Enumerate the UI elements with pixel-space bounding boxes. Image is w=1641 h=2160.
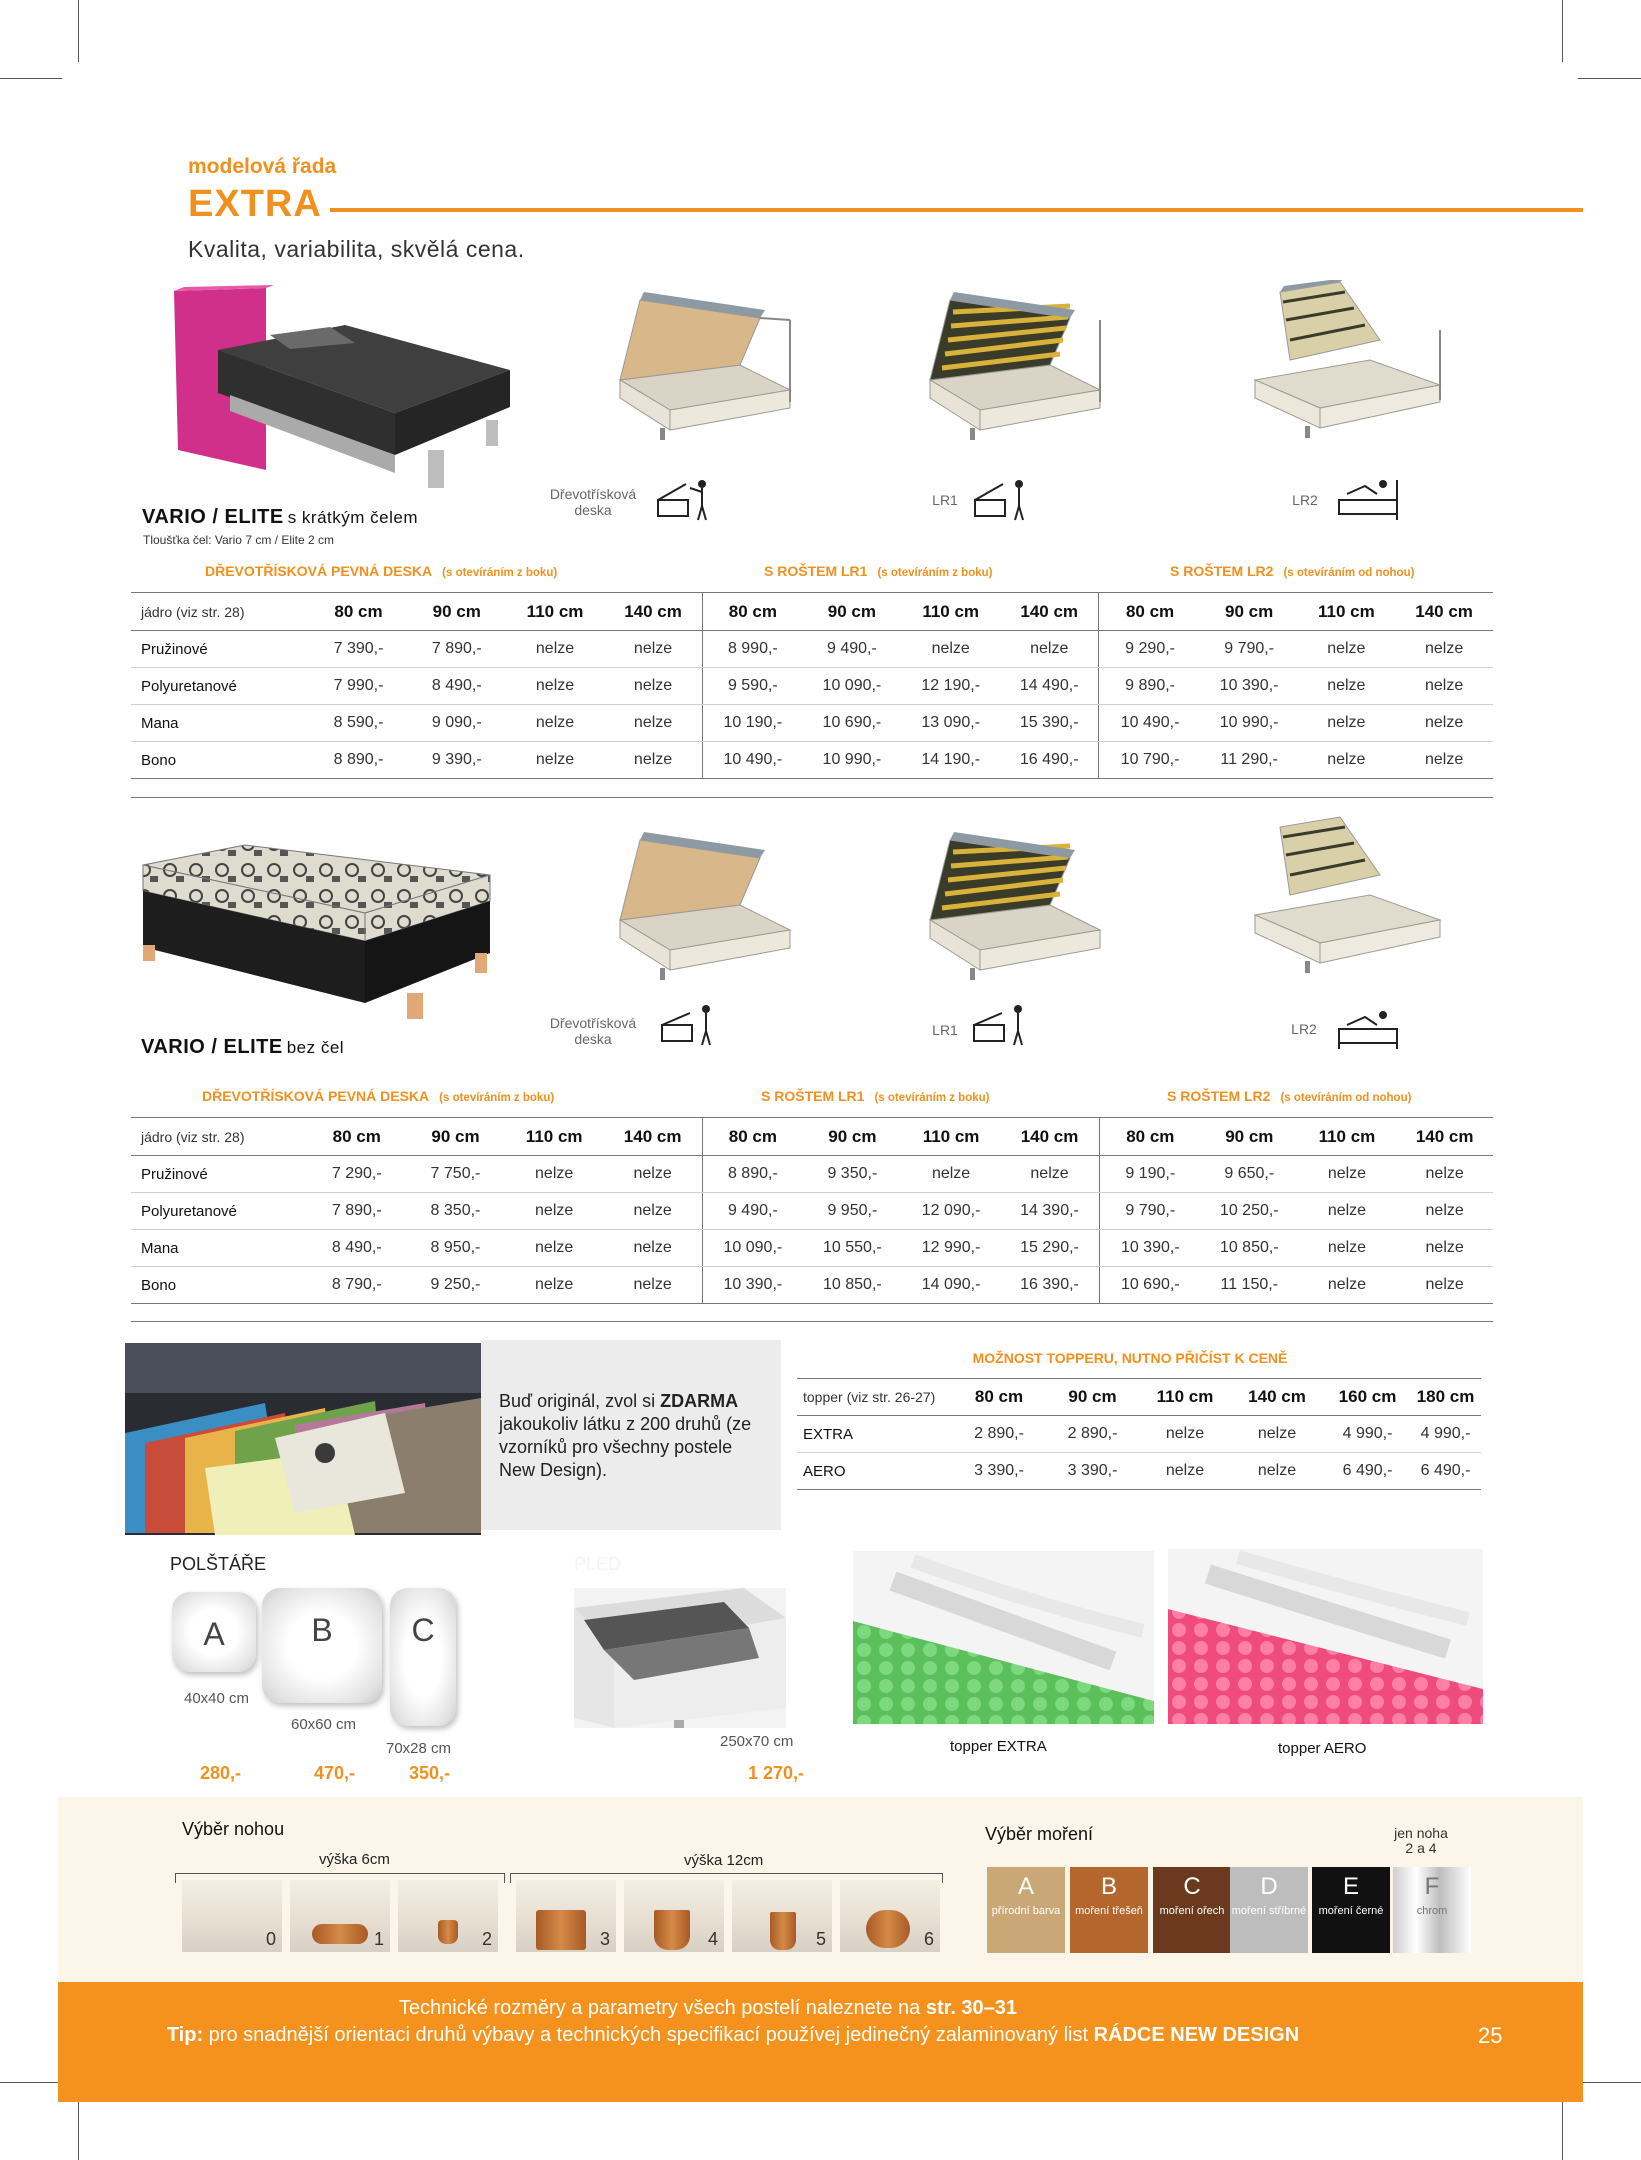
bed-lift-lr2-icon	[1250, 815, 1450, 985]
crop-mark	[78, 0, 79, 62]
topper-aero-photo	[1168, 1549, 1483, 1724]
foot-option-4[interactable]: 4	[624, 1880, 724, 1952]
crop-mark	[1578, 2082, 1641, 2083]
lift-side-pictogram	[656, 478, 712, 522]
label-lr2: LR2	[1291, 1021, 1317, 1037]
foot-option-2[interactable]: 2	[398, 1880, 498, 1952]
foot-option-1[interactable]: 1	[290, 1880, 390, 1952]
table-row: AERO 3 390,- 3 390,- nelze nelze 6 490,- 6 490,-	[797, 1453, 1481, 1490]
pillow-b-image: B	[262, 1588, 382, 1703]
foot-option-3[interactable]: 3	[516, 1880, 616, 1952]
crop-mark	[0, 2082, 62, 2083]
feet-group1-label: výška 6cm	[319, 1851, 390, 1868]
foot-option-5[interactable]: 5	[732, 1880, 832, 1952]
table-row: Mana 8 490,- 8 950,- nelze nelze 10 090,- 10 550,- 12 990,- 15 290,- 10 390,- 10 850,- nelze nelze	[131, 1230, 1493, 1267]
pillow-a-image: A	[172, 1592, 256, 1672]
foot-option-0[interactable]: 0	[182, 1880, 282, 1952]
table-row: Pružinové 7 390,- 7 890,- nelze nelze 8 990,- 9 490,- nelze nelze 9 290,- 9 790,- nelze nelze	[131, 631, 1493, 668]
lift-side-pictogram	[973, 478, 1029, 522]
stain-swatch-b[interactable]: B moření třešeň	[1070, 1867, 1148, 1953]
pillow-a-price: 280,-	[200, 1763, 242, 1783]
divider	[131, 1321, 1493, 1322]
footer-line-1: Technické rozměry a parametry všech postelí naleznete na str. 30–31	[398, 1997, 1018, 2019]
pled-title: PLED	[574, 1554, 622, 1574]
pillow-b-size: 60x60 cm	[291, 1716, 357, 1733]
table-row: Bono 8 890,- 9 390,- nelze nelze 10 490,- 10 990,- 14 190,- 16 490,- 10 790,- 11 290,- nelze nelze	[131, 742, 1493, 779]
crop-mark	[1578, 78, 1641, 79]
model1-name: VARIO / ELITE s krátkým čelem	[142, 506, 418, 528]
section-lr1-label: S ROŠTEM LR1 (s otevíráním z boku)	[761, 1088, 990, 1104]
price-table-2	[131, 1117, 1493, 1304]
table-row: Polyuretanové 7 990,- 8 490,- nelze nelze 9 590,- 10 090,- 12 190,- 14 490,- 9 890,- 10 390,- nelze nelze	[131, 668, 1493, 705]
bed-photo-short-headboard	[170, 285, 520, 505]
pled-size: 250x70 cm	[720, 1733, 794, 1750]
series-title: EXTRA	[188, 183, 322, 225]
pillow-c-size: 70x28 cm	[386, 1740, 452, 1757]
crop-mark	[1562, 0, 1563, 62]
stain-swatch-d[interactable]: D moření stříbrné	[1230, 1867, 1308, 1953]
label-lr2: LR2	[1292, 492, 1318, 508]
lift-foot-pictogram	[1337, 476, 1403, 522]
bed-lift-lr1-icon	[910, 290, 1110, 450]
section-lr2-label: S ROŠTEM LR2 (s otevíráním od nohou)	[1170, 563, 1415, 579]
table-row: Polyuretanové 7 890,- 8 350,- nelze nelze 9 490,- 9 950,- 12 090,- 14 390,- 9 790,- 10 250,- nelze nelze	[131, 1193, 1493, 1230]
table-header-row: jádro (viz str. 28) 80 cm 90 cm 110 cm 140 cm 80 cm 90 cm 110 cm 140 cm 80 cm 90 cm 110 cm 140 cm	[131, 1118, 1493, 1156]
page-number: 25	[1478, 2023, 1503, 2048]
feet-title: Výběr nohou	[182, 1819, 285, 1839]
topper-extra-photo	[853, 1551, 1154, 1724]
topper-aero-label: topper AERO	[1278, 1740, 1367, 1757]
label-lr1: LR1	[932, 1022, 958, 1038]
topper-table-title: MOŽNOST TOPPERU, NUTNO PŘIČÍST K CENĚ	[972, 1350, 1288, 1366]
table-row: Mana 8 590,- 9 090,- nelze nelze 10 190,- 10 690,- 13 090,- 15 390,- 10 490,- 10 990,- nelze nelze	[131, 705, 1493, 742]
stain-swatch-e[interactable]: E moření černé	[1312, 1867, 1390, 1953]
price-table-1	[131, 592, 1493, 779]
footer-line-2: Tip: pro snadnější orientaci druhů výbavy a technických specifikací používej jedinečný zalaminovaný list RÁDCE NEW DESIGN	[166, 2024, 1300, 2046]
table-row: EXTRA 2 890,- 2 890,- nelze nelze 4 990,- 4 990,-	[797, 1416, 1481, 1453]
topper-price-table	[797, 1378, 1481, 1490]
section-board-label: DŘEVOTŘÍSKOVÁ PEVNÁ DESKA (s otevíráním z boku)	[202, 1088, 555, 1104]
bed-photo-no-headboard	[135, 835, 495, 1035]
crop-mark	[0, 78, 62, 79]
stain-swatch-a[interactable]: A přírodní barva	[987, 1867, 1065, 1953]
bed-lift-lr1-icon	[910, 830, 1110, 990]
section-lr2-label: S ROŠTEM LR2 (s otevíráním od nohou)	[1167, 1088, 1412, 1104]
fabric-samples-photo	[125, 1343, 481, 1535]
crop-mark	[1562, 2098, 1563, 2160]
promo-text: Buď originál, zvol si ZDARMA jakoukoliv látku z 200 druhů (ze vzorníků pro všechny postele New Design).	[499, 1391, 752, 1480]
topper-extra-label: topper EXTRA	[950, 1738, 1047, 1755]
series-kicker: modelová řada	[188, 155, 337, 178]
pled-photo	[574, 1588, 786, 1728]
bed-lift-board-icon	[600, 290, 800, 450]
section-board-label: DŘEVOTŘÍSKOVÁ PEVNÁ DESKA (s otevíráním z boku)	[205, 563, 558, 579]
stain-swatch-f[interactable]: F chrom	[1393, 1867, 1471, 1953]
title-rule	[330, 208, 1583, 212]
bed-lift-board-icon	[600, 830, 800, 990]
stain-swatch-c[interactable]: C moření ořech	[1153, 1867, 1231, 1953]
pillow-b-price: 470,-	[314, 1763, 356, 1783]
pillow-a-size: 40x40 cm	[184, 1690, 250, 1707]
model2-name: VARIO / ELITE bez čel	[141, 1036, 345, 1058]
lift-side-pictogram	[972, 1003, 1028, 1047]
pillow-c-image: C	[390, 1588, 456, 1726]
pillows-title: POLŠTÁŘE	[170, 1554, 267, 1574]
stain-note: jen noha 2 a 4	[1394, 1825, 1448, 1856]
table-row: Pružinové 7 290,- 7 750,- nelze nelze 8 890,- 9 350,- nelze nelze 9 190,- 9 650,- nelze nelze	[131, 1156, 1493, 1193]
feet-group2-label: výška 12cm	[684, 1852, 764, 1869]
lift-side-pictogram	[660, 1003, 716, 1047]
pillow-c-price: 350,-	[409, 1763, 451, 1783]
table-row: Bono 8 790,- 9 250,- nelze nelze 10 390,- 10 850,- 14 090,- 16 390,- 10 690,- 11 150,- nelze nelze	[131, 1267, 1493, 1304]
pled-price: 1 270,-	[748, 1763, 805, 1783]
table-header-row: jádro (viz str. 28) 80 cm 90 cm 110 cm 140 cm 80 cm 90 cm 110 cm 140 cm 80 cm 90 cm 110 cm 140 cm	[131, 593, 1493, 631]
label-board: Dřevotřísková deska	[549, 1015, 637, 1047]
lift-foot-pictogram	[1337, 1005, 1403, 1051]
stain-title: Výběr moření	[985, 1824, 1094, 1844]
model1-note: Tloušťka čel: Vario 7 cm / Elite 2 cm	[143, 533, 335, 547]
foot-option-6[interactable]: 6	[840, 1880, 940, 1952]
crop-mark	[78, 2098, 79, 2160]
bed-lift-lr2-icon	[1250, 280, 1450, 450]
divider	[131, 797, 1493, 798]
table-header-row: topper (viz str. 26-27) 80 cm 90 cm 110 cm 140 cm 160 cm 180 cm	[797, 1379, 1481, 1416]
label-board: Dřevotřísková deska	[549, 486, 637, 518]
section-lr1-label: S ROŠTEM LR1 (s otevíráním z boku)	[764, 563, 993, 579]
feet-options	[182, 1880, 948, 1952]
series-tagline: Kvalita, variabilita, skvělá cena.	[188, 236, 525, 262]
label-lr1: LR1	[932, 492, 958, 508]
